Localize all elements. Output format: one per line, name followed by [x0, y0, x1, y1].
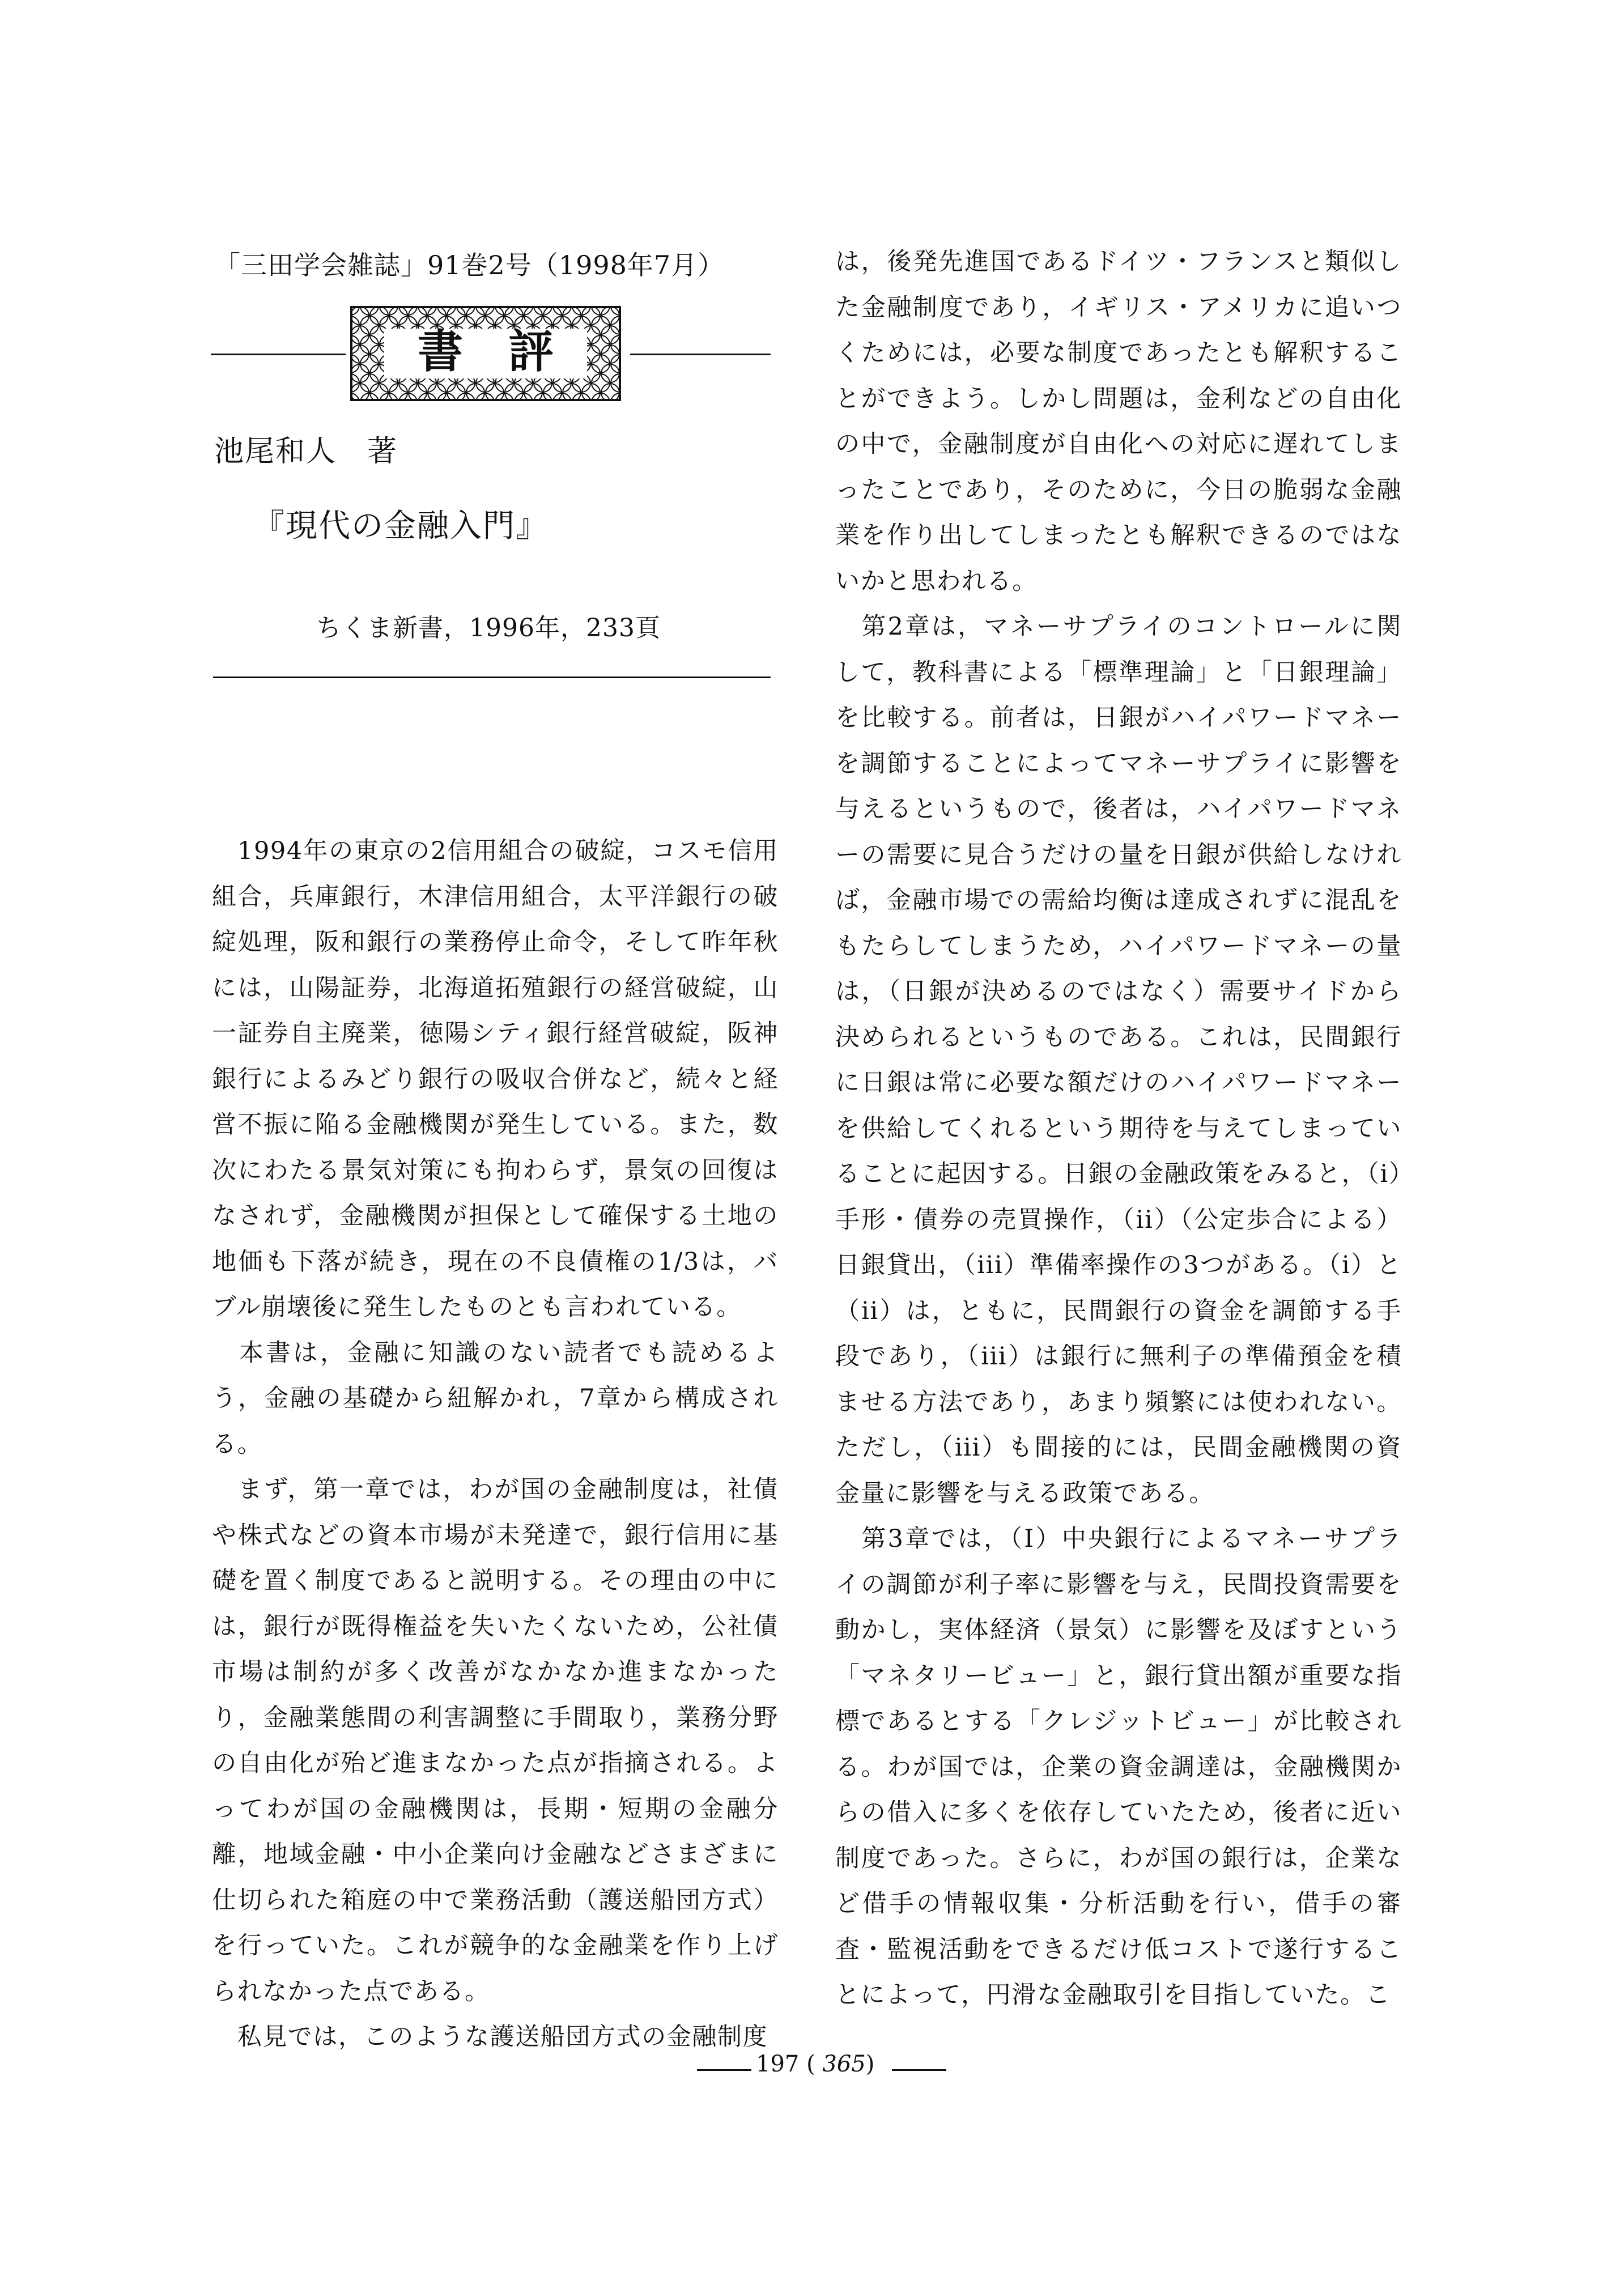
review-author: 池尾和人 著: [214, 435, 398, 469]
book-title: 『現代の金融入門』: [253, 508, 549, 544]
paragraph: 1994年の東京の2信用組合の破綻，コスモ信用組合，兵庫銀行，木津信用組合，太平洋銀行の破綻処理，阪和銀行の業務停止命令，そして昨年秋には，山陽証券，北海道拓殖銀行の経営破綻，山一証券自主廃業，徳陽シティ銀行経営破綻，阪神銀行によるみどり銀行の吸収合併など，続々と経営不振に陥る金融機関が発生している。また，数次にわたる景気対策にも拘わらず，景気の回復はなされず，金融機関が担保として確保する土地の地価も下落が続き，現在の不良債権の1/3は，バブル崩壊後に発生したものとも言われている。: [212, 837, 779, 1321]
section-title: 書 評: [418, 325, 554, 378]
page-footer: [697, 2051, 946, 2085]
footer-dash-left: [697, 2069, 751, 2071]
paragraph: 第2章は，マネーサプライのコントロールに関して，教科書による「標準理論」と「日銀理論」を比較する。前者は，日銀がハイパワードマネーを調節することによってマネーサプライに影響を与えるというもので，後者は，ハイパワードマネーの需要に見合うだけの量を日銀が供給しなければ，金融市場での需給均衡は達成されずに混乱をもたらしてしまうため，ハイパワードマネーの量は，（日銀が決めるのではなく）需要サイドから決められるというものである。これは，民間銀行に日銀は常に必要な額だけのハイパワードマネーを供給してくれるという期待を与えてしまっていることに起因する。日銀の金融政策をみると，（i）手形・債券の売買操作，（ii）（公定歩合による）日銀貸出，（iii）準備率操作の3つがある。（i）と（ii）は，ともに，民間銀行の資金を調節する手段であり，（iii）は銀行に無利子の準備預金を積ませる方法であり，あまり頻繁には使われない。ただし，（iii）も間接的には，民間金融機関の資金量に影響を与える政策である。: [835, 612, 1402, 1508]
publisher-info: ちくま新書，1996年，233頁: [316, 614, 661, 643]
paragraph: まず，第一章では，わが国の金融制度は，社債や株式などの資本市場が未発達で，銀行信用に基礎を置く制度であると説明する。その理由の中には，銀行が既得権益を失いたくないため，公社債市場は制約が多く改善がなかなか進まなかったり，金融業態間の利害調整に手間取り，業務分野の自由化が殆ど進まなかった点が指摘される。よってわが国の金融機関は，長期・短期の金融分離，地域金融・中小企業向け金融などさまざまに仕切られた箱庭の中で業務活動（護送船団方式）を行っていた。これが競争的な金融業を作り上げられなかった点である。: [212, 1475, 779, 2006]
paragraph: 私見では，このような護送船団方式の金融制度: [212, 2023, 768, 2051]
body-column-left: [212, 828, 779, 2060]
paragraph: 本書は，金融に知識のない読者でも読めるよう，金融の基礎から紐解かれ，7章から構成される。: [212, 1338, 779, 1458]
book-review-badge: [350, 306, 621, 401]
paragraph: は，後発先進国であるドイツ・フランスと類似した金融制度であり，イギリス・アメリカに追いつくためには，必要な制度であったとも解釈することができよう。しかし問題は，金利などの自由化の中で，金融制度が自由化への対応に遅れてしまったことであり，そのために，今日の脆弱な金融業を作り出してしまったとも解釈できるのではないかと思われる。: [835, 248, 1402, 595]
header-rule-right: [630, 354, 771, 355]
page-number-alt: 365: [822, 2051, 866, 2077]
body-column-right: [835, 239, 1402, 2018]
title-rule: [213, 677, 771, 678]
paragraph: 第3章では，（I）中央銀行によるマネーサプライの調節が利子率に影響を与え，民間投資需要を動かし，実体経済（景気）に影響を及ぼすという「マネタリービュー」と，銀行貸出額が重要な指標であるとする「クレジットビュー」が比較される。わが国では，企業の資金調達は，金融機関からの借入に多くを依存していたため，後者に近い制度であった。さらに，わが国の銀行は，企業など借手の情報収集・分析活動を行い，借手の審査・監視活動をできるだけ低コストで遂行することによって，円滑な金融取引を目指していた。こ: [835, 1525, 1402, 2009]
header-rule-left: [211, 354, 346, 355]
page-number: 197 ( 365): [756, 2051, 875, 2077]
journal-citation: 「三田学会雑誌」91巻2号（1998年7月）: [214, 250, 725, 280]
footer-dash-right: [892, 2069, 946, 2071]
